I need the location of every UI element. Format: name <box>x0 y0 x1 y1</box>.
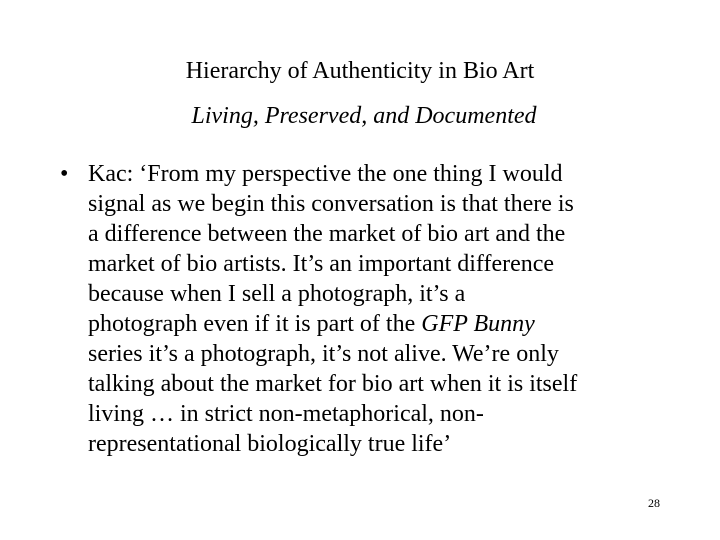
quote-line-3: a difference between the market of bio art and the <box>88 221 566 247</box>
quote-line-10: representational biologically true life’ <box>88 431 452 457</box>
page-number: 28 <box>648 496 660 510</box>
quote-line-9: living … in strict non-metaphorical, non- <box>88 401 484 427</box>
quote-line-5: because when I sell a photograph, it’s a <box>88 281 466 307</box>
slide-subtitle: Living, Preserved, and Documented <box>191 103 537 129</box>
bullet-marker: • <box>60 161 69 187</box>
gfp-bunny-title: GFP Bunny <box>421 311 535 337</box>
quote-line-7: series it’s a photograph, it’s not alive. We’re only <box>88 341 559 367</box>
quote-line-4: market of bio artists. It’s an important difference <box>88 251 555 277</box>
bullet-quote-text <box>88 159 678 459</box>
quote-line-1: Kac: ‘From my perspective the one thing I would <box>88 161 563 187</box>
quote-line-8: talking about the market for bio art when it is itself <box>88 371 578 397</box>
quote-line-6: photograph even if it is part of the GFP Bunny <box>88 311 535 337</box>
slide-title: Hierarchy of Authenticity in Bio Art <box>185 58 535 84</box>
quote-line-2: signal as we begin this conversation is that there is <box>88 191 574 217</box>
